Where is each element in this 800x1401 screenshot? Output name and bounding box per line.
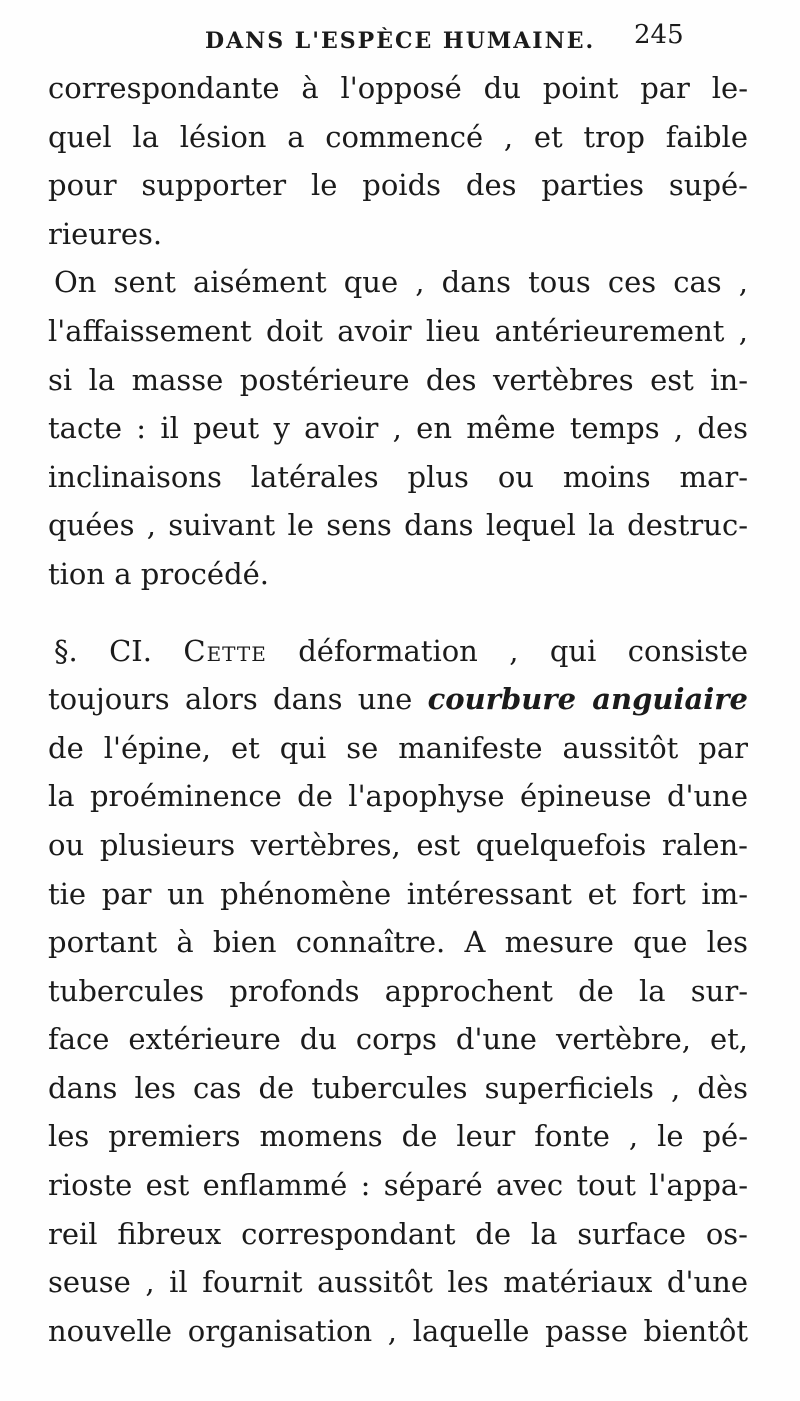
text-line: tubercules profonds approchent de la sur- xyxy=(48,973,748,1008)
text-line: On sent aisément que , dans tous ces cas , xyxy=(54,265,748,300)
paragraph xyxy=(48,627,748,1356)
text-line: de l'épine, et qui se manifeste aussitôt par xyxy=(48,730,748,765)
text-line: la proéminence de l'apophyse épineuse d'une xyxy=(48,779,748,814)
text-line: portant à bien connaître. A mesure que les xyxy=(48,925,748,960)
text-line: nouvelle organisation , laquelle passe bientôt xyxy=(48,1313,748,1348)
paragraph-gap xyxy=(48,599,748,627)
first-line-rest: déformation , qui consiste xyxy=(298,633,748,668)
text-line: tie par un phénomène intéressant et fort im- xyxy=(48,876,748,911)
text-line: seuse , il fournit aussitôt les matériaux d'une xyxy=(48,1265,748,1300)
emphasis-term: courbure anguiaire xyxy=(427,682,749,717)
section-mark: §. CI. xyxy=(54,633,152,668)
text-line: ou plusieurs vertèbres, est quelquefois ralen- xyxy=(48,827,748,862)
text-line: rioste est enflammé : séparé avec tout l'appa- xyxy=(48,1168,748,1203)
text-line: rieures. xyxy=(48,216,163,251)
lead-word: Cette xyxy=(183,633,267,668)
running-head: DANS L'ESPÈCE HUMAINE. xyxy=(205,28,596,54)
text-line: les premiers momens de leur fonte , le pé- xyxy=(48,1119,748,1154)
text-line: inclinaisons latérales plus ou moins mar- xyxy=(48,459,748,494)
text-line: reil fibreux correspondant de la surface os- xyxy=(48,1216,748,1251)
body-text xyxy=(48,64,748,1355)
text-line xyxy=(48,675,748,724)
text-line: l'affaissement doit avoir lieu antérieurement , xyxy=(48,313,748,348)
section-heading-line xyxy=(48,627,748,676)
text-line: face extérieure du corps d'une vertèbre, et, xyxy=(48,1022,748,1057)
text-line: quées , suivant le sens dans lequel la destruc- xyxy=(48,508,748,543)
text-line: quel la lésion a commencé , et trop faible xyxy=(48,119,748,154)
text-line: tacte : il peut y avoir , en même temps , des xyxy=(48,411,748,446)
page-header xyxy=(0,16,800,56)
line-text: toujours alors dans une xyxy=(48,682,413,717)
page-number: 245 xyxy=(634,20,684,50)
text-line: correspondante à l'opposé du point par le- xyxy=(48,71,748,105)
text-line: tion a procédé. xyxy=(48,556,270,591)
paragraph xyxy=(48,64,748,258)
paragraph xyxy=(48,258,748,598)
text-line: si la masse postérieure des vertèbres est in- xyxy=(48,362,748,397)
text-line: pour supporter le poids des parties supé- xyxy=(48,168,748,203)
text-line: dans les cas de tubercules superficiels , dès xyxy=(48,1070,748,1105)
